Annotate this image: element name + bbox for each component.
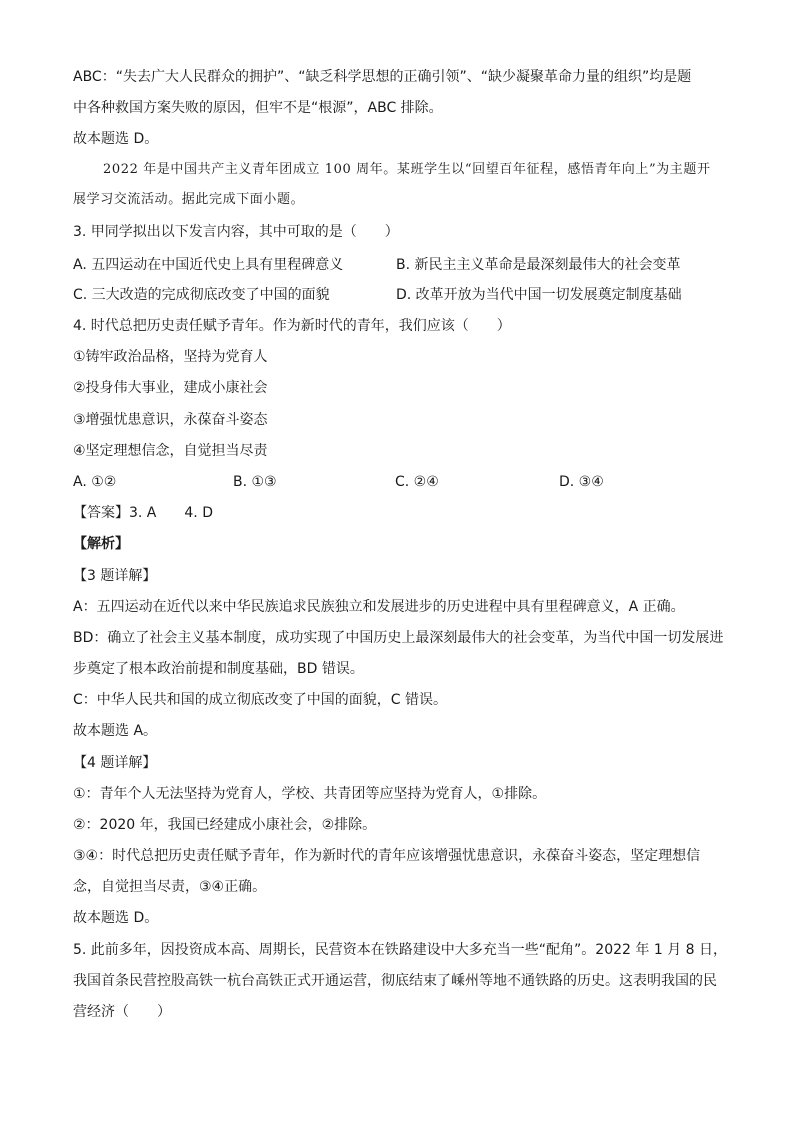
text-line: C：中华人民共和国的成立彻底改变了中国的面貌，C 错误。	[73, 692, 447, 708]
text-line: BD：确立了社会主义基本制度，成功实现了中国历史上最深刻最伟大的社会变革，为当代中国一切发展进	[73, 630, 724, 646]
q4-option-d: D. ③④	[559, 474, 604, 490]
statement-2: ②投身伟大事业，建成小康社会	[73, 380, 268, 396]
text-line: 中各种救国方案失败的原因，但牢不是“根源”，ABC 排除。	[73, 100, 443, 116]
question-3: 3. 甲同学拟出以下发言内容，其中可取的是（ ）	[73, 224, 399, 240]
statement-3: ③增强忧患意识，永葆奋斗姿态	[73, 412, 268, 428]
question-5: 5. 此前多年，因投资成本高、周期长，民营资本在铁路建设中大多充当一些“配角”。2022 年 1 月 8 日，	[73, 942, 728, 958]
q4-option-b: B. ①③	[233, 474, 277, 490]
text-line: A：五四运动在近代以来中华民族追求民族独立和发展进步的历史进程中具有里程碑意义，A 正确。	[73, 599, 685, 615]
q4-option-a: A. ①②	[73, 474, 117, 490]
text-line: ②：2020 年，我国已经建成小康社会，②排除。	[73, 817, 377, 833]
q4-detail-heading: 【4 题详解】	[73, 755, 157, 771]
statement-4: ④坚定理想信念，自觉担当尽责	[73, 443, 268, 459]
statement-1: ①铸牢政治品格，坚持为党育人	[73, 349, 268, 365]
q3-option-d: D. 改革开放为当代中国一切发展奠定制度基础	[396, 287, 682, 303]
question-4: 4. 时代总把历史责任赋予青年。作为新时代的青年，我们应该（ ）	[73, 318, 511, 334]
text-line: 故本题选 D。	[73, 910, 159, 926]
q4-option-c: C. ②④	[395, 474, 439, 490]
q3-option-c: C. 三大改造的完成彻底改变了中国的面貌	[73, 287, 330, 303]
text-line: 念，自觉担当尽责，③④正确。	[73, 879, 267, 895]
passage-line: 2022 年是中国共产主义青年团成立 100 周年。某班学生以“回望百年征程，感悟青年向上”为主题开	[103, 162, 711, 177]
q3-option-a: A. 五四运动在中国近代史上具有里程碑意义	[73, 257, 344, 273]
text-line: 我国首条民营控股高铁一杭台高铁正式开通运营，彻底结束了嵊州等地不通铁路的历史。这表明我国的民	[73, 973, 717, 989]
text-line: ①：青年个人无法坚持为党育人，学校、共青团等应坚持为党育人，①排除。	[73, 786, 547, 802]
text-line: 营经济（ ）	[73, 1004, 171, 1020]
text-line: 步奠定了根本政治前提和制度基础，BD 错误。	[73, 661, 364, 677]
passage-line: 展学习交流活动。据此完成下面小题。	[73, 192, 305, 207]
text-line: ③④：时代总把历史责任赋予青年，作为新时代的青年应该增强忧患意识，永葆奋斗姿态，坚定理想信	[73, 848, 701, 864]
answer-line: 【答案】3. A 4. D	[73, 505, 213, 521]
text-line: 故本题选 A。	[73, 723, 158, 739]
text-line: ABC：“失去广大人民群众的拥护”、“缺乏科学思想的正确引领”、“缺少凝聚革命力量的组织”均是题	[73, 69, 692, 85]
q3-detail-heading: 【3 题详解】	[73, 568, 157, 584]
analysis-heading: 【解析】	[73, 536, 129, 552]
text-line: 故本题选 D。	[73, 131, 159, 147]
q3-option-b: B. 新民主主义革命是最深刻最伟大的社会变革	[396, 257, 681, 273]
